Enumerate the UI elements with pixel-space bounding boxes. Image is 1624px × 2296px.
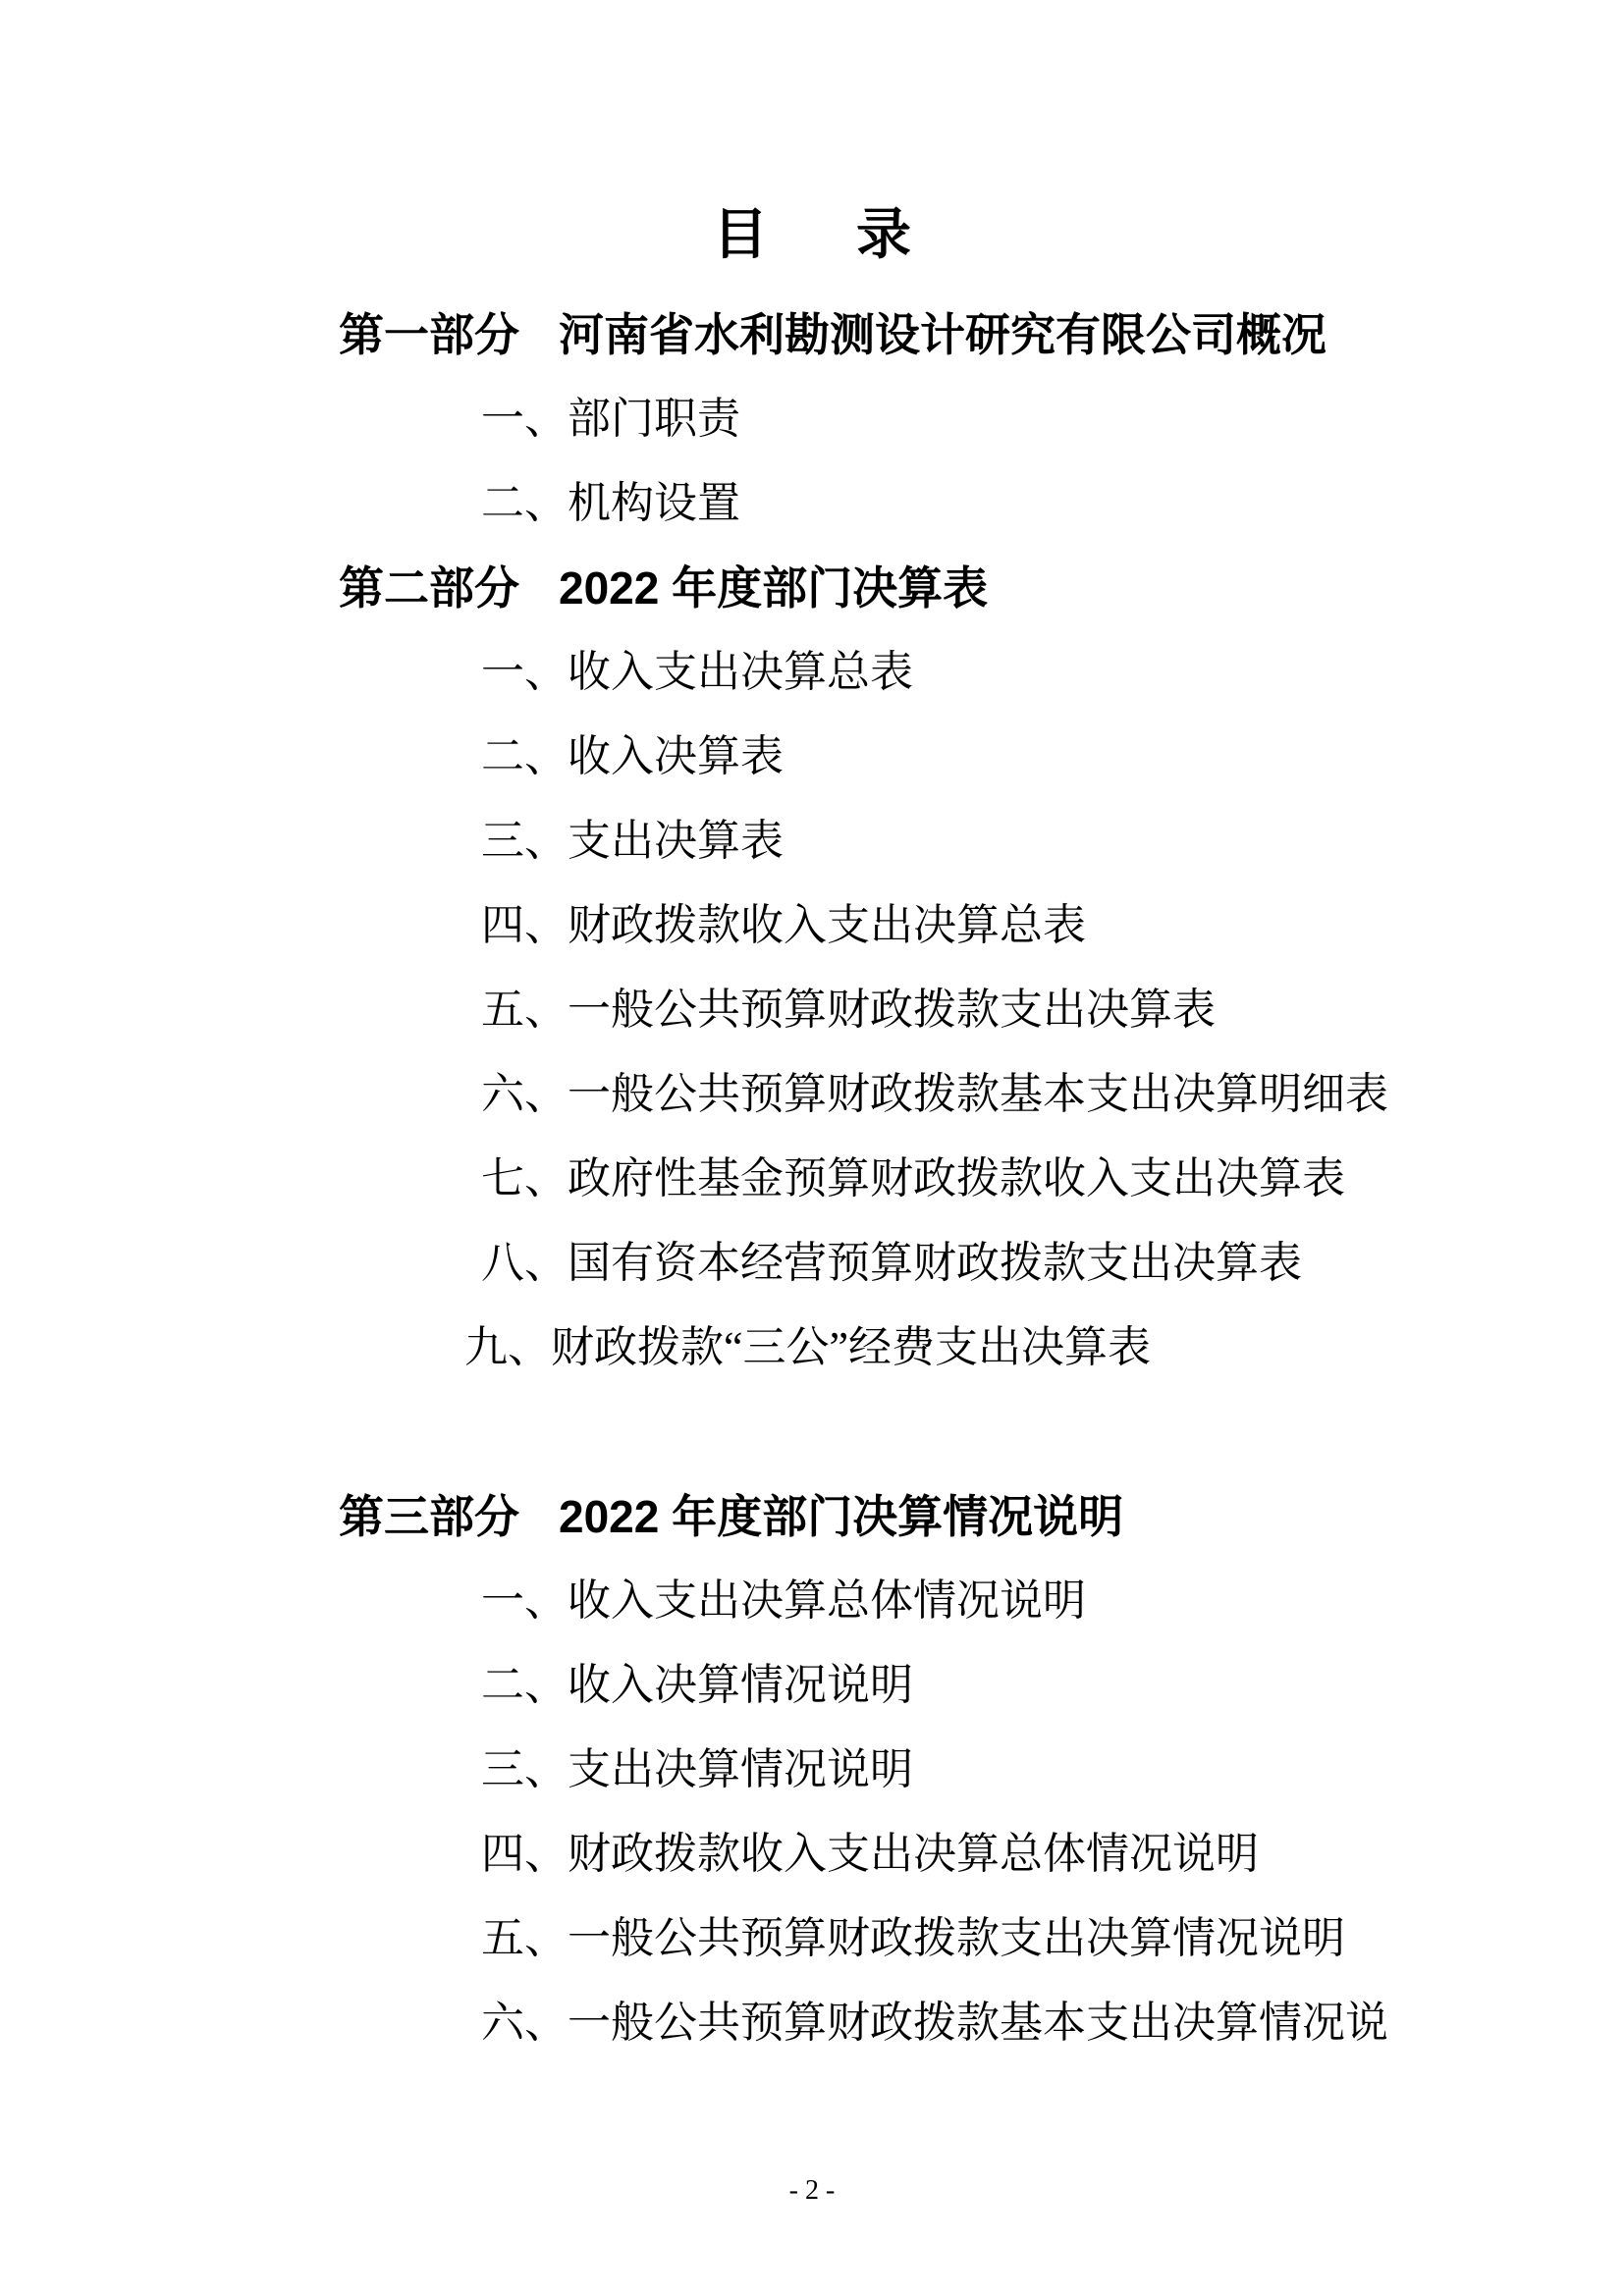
toc-item: 七、政府性基金预算财政拨款收入支出决算表 bbox=[481, 1154, 1345, 1202]
toc-title-char: 目 bbox=[713, 203, 768, 265]
toc-item: 八、国有资本经营预算财政拨款支出决算表 bbox=[481, 1239, 1302, 1287]
toc-item: 一、收入支出决算总表 bbox=[481, 648, 913, 696]
toc-item: 六、一般公共预算财政拨款基本支出决算明细表 bbox=[481, 1070, 1388, 1118]
toc-item: 四、财政拨款收入支出决算总体情况说明 bbox=[481, 1830, 1259, 1878]
toc-item: 五、一般公共预算财政拨款支出决算情况说明 bbox=[481, 1914, 1345, 1962]
part-label: 第三部分 bbox=[339, 1491, 519, 1542]
part-label: 第二部分 bbox=[339, 562, 519, 614]
toc-item: 四、财政拨款收入支出决算总表 bbox=[481, 901, 1086, 949]
toc-item: 一、收入支出决算总体情况说明 bbox=[481, 1576, 1086, 1625]
toc-item: 二、机构设置 bbox=[481, 479, 740, 527]
part-heading-1 bbox=[339, 293, 1624, 377]
toc-item: 三、支出决算表 bbox=[481, 817, 784, 865]
page-number: - 2 - bbox=[788, 2175, 836, 2206]
part-heading-3 bbox=[339, 1474, 1624, 1559]
toc-item: 一、部门职责 bbox=[481, 395, 740, 443]
toc-title bbox=[0, 0, 1624, 277]
part-heading-title: 2022 年度部门决算情况说明 bbox=[559, 1491, 1124, 1542]
toc-item: 二、收入决算表 bbox=[481, 732, 784, 780]
part-heading-title: 2022 年度部门决算表 bbox=[559, 562, 989, 614]
part-label: 第一部分 bbox=[339, 309, 519, 360]
toc-item: 九、财政拨款“三公”经费支出决算表 bbox=[464, 1323, 1152, 1371]
toc-item: 二、收入决算情况说明 bbox=[481, 1661, 913, 1709]
toc-item: 六、一般公共预算财政拨款基本支出决算情况说 bbox=[481, 1999, 1388, 2047]
toc-item: 三、支出决算情况说明 bbox=[481, 1745, 913, 1793]
part-heading-2 bbox=[339, 546, 1624, 630]
part-heading-title: 河南省水利勘测设计研究有限公司概况 bbox=[559, 309, 1326, 360]
toc-title-char: 录 bbox=[856, 203, 911, 265]
toc-item: 五、一般公共预算财政拨款支出决算表 bbox=[481, 986, 1216, 1034]
